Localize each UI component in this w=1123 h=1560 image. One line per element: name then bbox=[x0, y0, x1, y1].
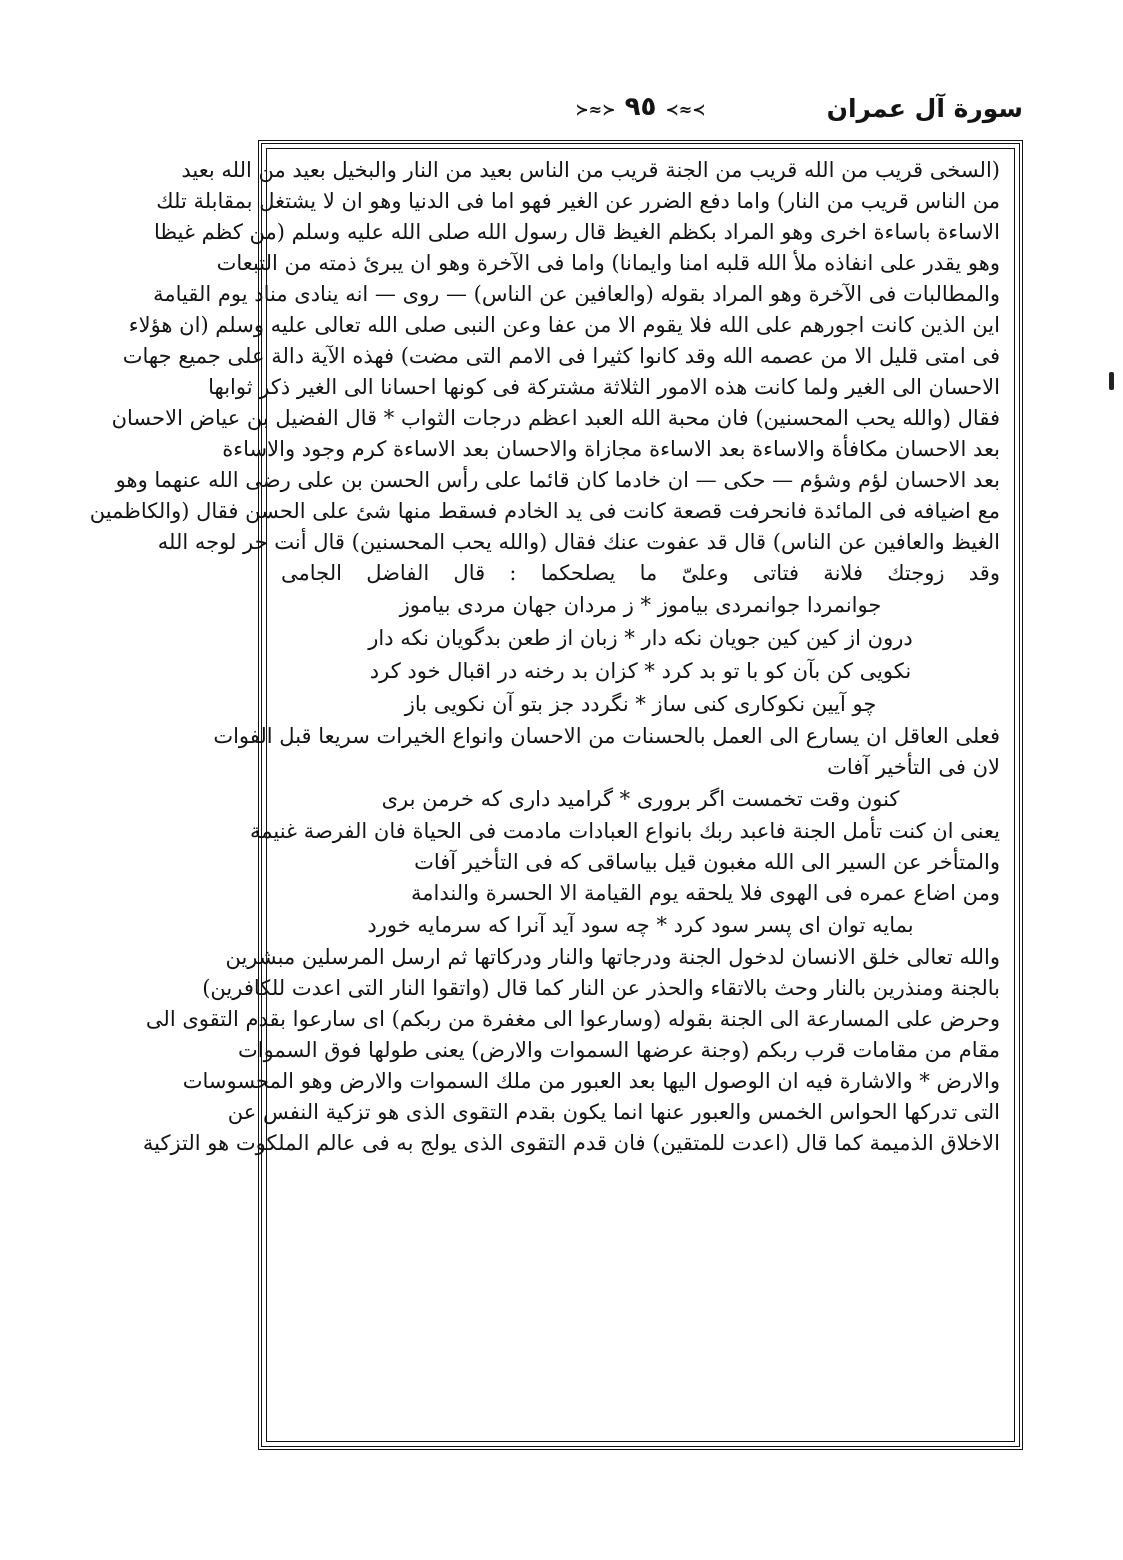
text-line: الاخلاق الذميمة كما قال (اعدت للمتقين) فان قدم التقوى الذى يولج به فى عالم الملكوت هو التزكية bbox=[142, 1131, 1000, 1155]
page-number bbox=[575, 92, 705, 122]
poem-verse: چو آيين نكوكارى كنى ساز * نگردد جز بتو آن نكويى باز bbox=[404, 692, 877, 716]
poem-verse: جوانمردا جوانمردى بياموز * ز مردان جهان مردى بياموز bbox=[399, 593, 882, 617]
text-line: بالجنة ومنذرين بالنار وحث بالاتقاء والحذر عن النار كما قال (واتقوا النار التى اعدت للكافرين) bbox=[202, 976, 1000, 1000]
text-line: فقال (والله يحب المحسنين) فان محبة الله العبد اعظم درجات الثواب * قال الفضيل بن عياض الاحسان bbox=[111, 406, 1000, 430]
text-line: اين الذين كانت اجورهم على الله فلا يقوم الا من عفا وعن النبى صلى الله تعالى عليه وسلم (ان هؤلاء bbox=[128, 313, 1000, 337]
text-line: الغيظ والعافين عن الناس) قال قد عفوت عنك فقال (والله يحب المحسنين) قال أنت حر لوجه الله bbox=[157, 530, 1000, 554]
text-line: وحرض على المسارعة الى الجنة بقوله (وسارعوا الى مغفرة من ربكم) اى سارعوا بقدم التقوى الى bbox=[145, 1007, 1000, 1031]
poem-verse: بمايه توان اى پسر سود كرد * چه سود آيد آنرا كه سرمايه خورد bbox=[367, 913, 914, 937]
text-line: والمطالبات فى الآخرة وهو المراد بقوله (والعافين عن الناس) — روى — انه ينادى مناد يوم القيامة bbox=[153, 282, 1000, 306]
text-line: (السخى قريب من الله قريب من الجنة قريب من الناس بعيد من النار والبخيل بعيد من الله بعيد bbox=[181, 158, 1000, 182]
text-line: بعد الاحسان مكافأة والاساءة بعد الاساءة مجازاة والاحسان بعد الاساءة كرم وجود والاساءة bbox=[222, 437, 1000, 461]
text-line: الاحسان الى الغير ولما كانت هذه الامور الثلاثة مشتركة فى كونها احسانا الى الغير ذكر ثوابها bbox=[208, 375, 1000, 399]
text-line: ومن اضاع عمره فى الهوى فلا يلحقه يوم القيامة الا الحسرة والندامة bbox=[411, 881, 1000, 905]
poem-verse: نكويى كن بآن كو با تو بد كرد * كزان بد رخنه در اقبال خود كرد bbox=[369, 659, 912, 683]
text-line: وقد زوجتك فلانة فتاتى وعلىّ ما يصلحكما : قال الفاضل الجامى bbox=[281, 561, 1000, 585]
margin-mark bbox=[1109, 372, 1114, 390]
text-line: الاساءة باساءة اخرى وهو المراد بكظم الغيظ قال رسول الله صلى الله عليه وسلم (من كظم غيظا bbox=[154, 220, 1000, 244]
text-line: مقام من مقامات قرب ربكم (وجنة عرضها السموات والارض) يعنى طولها فوق السموات bbox=[237, 1038, 1000, 1062]
page-number-value: ٩٥ bbox=[624, 92, 657, 122]
text-line: فى امتى قليل الا من عصمه الله وقد كانوا كثيرا فى الامم التى مضت) فهذه الآية دالة على جميع جهات bbox=[122, 344, 1000, 368]
text-line: بعد الاحسان لؤم وشؤم — حكى — ان خادما كان قائما على رأس الحسن بن على رضى الله عنهما وهو bbox=[115, 468, 1000, 492]
poem-verse: كنون وقت تخمست اگر بروری * گرامید داری كه خرمن بری bbox=[381, 787, 900, 811]
surah-title: سورة آل عمران bbox=[826, 94, 1023, 123]
text-line: يعنى ان كنت تأمل الجنة فاعبد ربك بانواع العبادات مادمت فى الحياة فان الفرصة غنيمة bbox=[249, 819, 1000, 843]
text-line: والمتأخر عن السير الى الله مغبون قيل بياساقى كه فى التأخير آفات bbox=[414, 850, 1000, 874]
text-block bbox=[89, 148, 1015, 1442]
text-line: والارض * والاشارة فيه ان الوصول اليها بعد العبور من ملك السموات والارض وهو المحسوسات bbox=[182, 1069, 1000, 1093]
poem-verse: درون از كين كين جويان نكه دار * زبان از طعن بدگويان نكه دار bbox=[368, 626, 913, 650]
text-line: وهو يقدر على انفاذه ملأ الله قلبه امنا وايمانا) واما فى الآخرة وهو ان يبرئ ذمته من التبعات bbox=[216, 251, 1000, 275]
ornament-right: ≺≈≺ bbox=[575, 100, 616, 119]
page-header bbox=[258, 88, 1023, 140]
text-line: فعلى العاقل ان يسارع الى العمل بالحسنات من الاحسان وانواع الخيرات سريعا قبل الفوات bbox=[213, 724, 1000, 748]
text-line: من الناس قريب من النار) واما دفع الضرر عن الغير فهو اما فى الدنيا وهو ان لا يشتغل بمقابلة تلك bbox=[156, 189, 1000, 213]
text-line: والله تعالى خلق الانسان لدخول الجنة ودرجاتها والنار ودركاتها ثم ارسل المرسلين مبشرين bbox=[225, 945, 1000, 969]
ornament-left: ≻≈≻ bbox=[665, 100, 706, 119]
text-line: لان فى التأخير آفات bbox=[827, 755, 1000, 779]
text-line: التى تدركها الحواس الخمس والعبور عنها انما يكون بقدم التقوى الذى هو تزكية النفس عن bbox=[227, 1100, 1000, 1124]
page-frame bbox=[89, 140, 1023, 1450]
text-line: مع اضيافه فى المائدة فانحرفت قصعة كانت فى يد الخادم فسقط منها شئ على الحسن فقال (والكاظمين bbox=[89, 499, 1000, 523]
